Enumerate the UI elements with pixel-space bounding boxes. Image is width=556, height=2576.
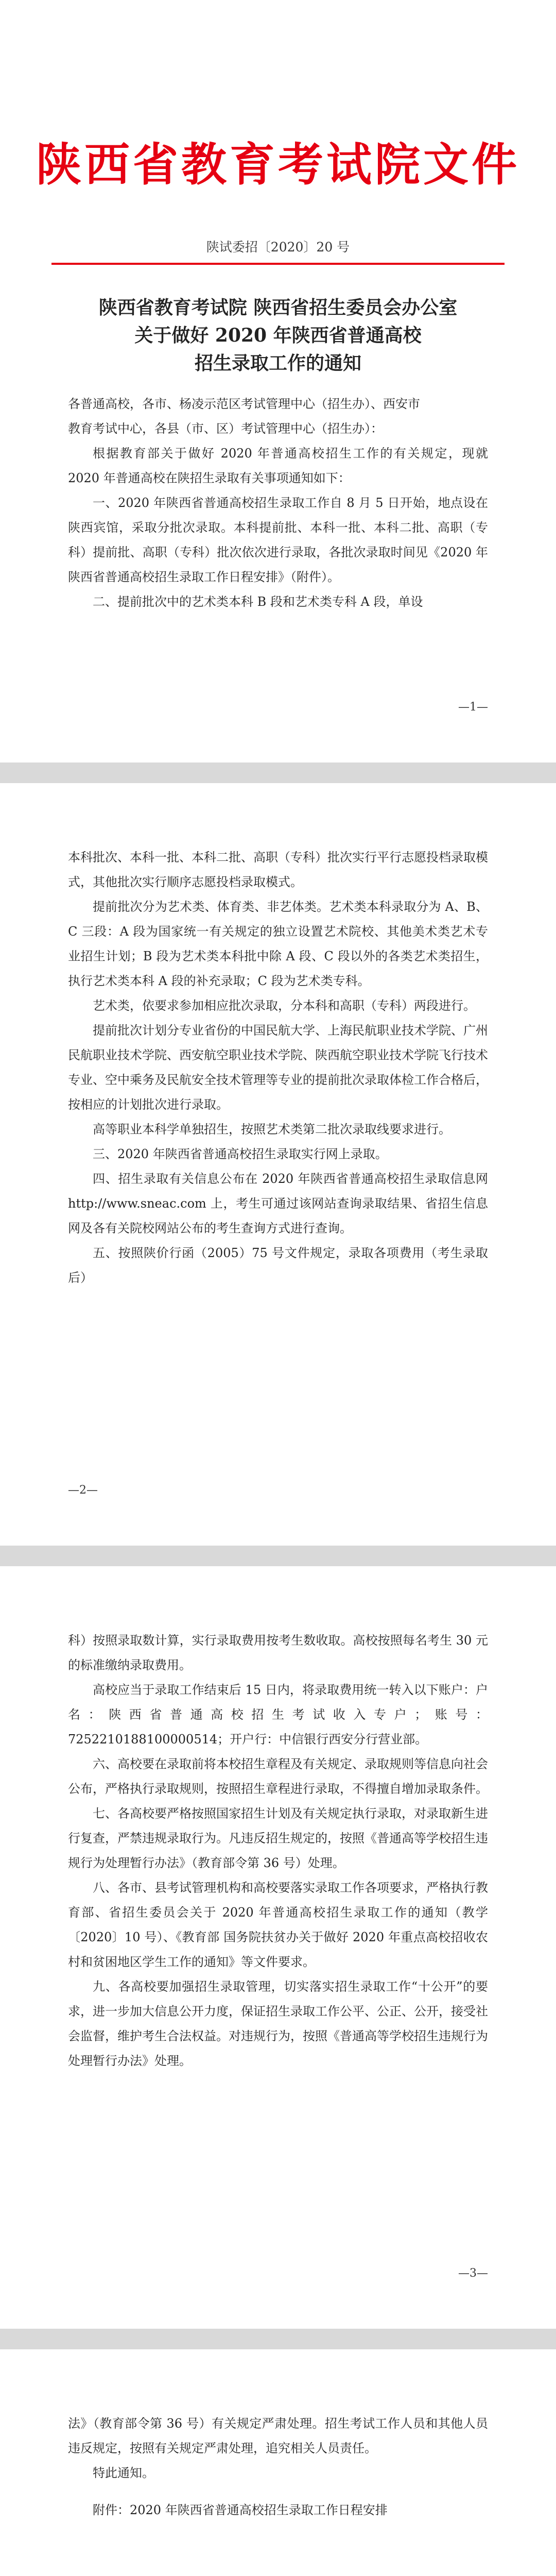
paragraph: 高校应当于录取工作结束后 15 日内，将录取费用统一转入以下账户：户名：陕西省普通高校招生考试收入专户；账号：7252210188100000514；开户行：中信银行西安分行营业部。 bbox=[68, 1683, 488, 1747]
red-divider bbox=[51, 263, 505, 265]
page-4 bbox=[0, 2349, 556, 2576]
paragraph: 本科批次、本科一批、本科二批、高职（专科）批次实行平行志愿投档录取模式，其他批次实行顺序志愿投档录取模式。 bbox=[68, 850, 488, 889]
body-text bbox=[68, 2411, 488, 2522]
body-text bbox=[68, 392, 488, 614]
body-text bbox=[68, 1628, 488, 2073]
paragraph: 法》（教育部令第 36 号）有关规定严肃处理。招生考试工作人员和其他人员违反规定，按照有关规定严肃处理，追究相关人员责任。 bbox=[68, 2416, 488, 2455]
paragraph: 高等职业本科学单独招生，按照艺术类第二批次录取线要求进行。 bbox=[93, 1122, 451, 1137]
page-2 bbox=[0, 783, 556, 1546]
paragraph: 四、招生录取有关信息公布在 2020 年陕西省普通高校招生录取信息网 http://www.sneac.com 上，考生可通过该网站查询录取结果、省招生信息网及各有关院校网站公布的考生查询方式进行查询。 bbox=[68, 1172, 488, 1235]
page-3 bbox=[0, 1566, 556, 2329]
paragraph: 一、2020 年陕西省普通高校招生录取工作自 8 月 5 日开始，地点设在陕西宾馆，采取分批次录取。本科提前批、本科一批、本科二批、高职（专科）提前批、高职（专科）批次依次进行录取，各批次录取时间见《2020 年陕西省普通高校招生录取工作日程安排》（附件）。 bbox=[68, 496, 488, 584]
paragraph: 六、高校要在录取前将本校招生章程及有关规定、录取规则等信息向社会公布，严格执行录取规则，按照招生章程进行录取，不得擅自增加录取条件。 bbox=[68, 1757, 488, 1796]
paragraph: 教育考试中心，各县（市、区）考试管理中心（招生办）： bbox=[68, 421, 383, 436]
notice-title-line: 招生录取工作的通知 bbox=[194, 352, 361, 374]
paragraph: 艺术类，依要求参加相应批次录取，分本科和高职（专科）两段进行。 bbox=[93, 998, 476, 1013]
body-text bbox=[68, 845, 488, 1290]
page-number: —1— bbox=[458, 701, 488, 714]
page-number: —2— bbox=[68, 1484, 98, 1497]
notice-title bbox=[0, 294, 556, 377]
paragraph: 科）按照录取数计算，实行录取费用按考生数收取。高校按照每名考生 30 元的标准缴纳录取费用。 bbox=[68, 1633, 488, 1672]
attachment-note: 附件：2020 年陕西省普通高校招生录取工作日程安排 bbox=[93, 2503, 388, 2517]
notice-title-line: 陕西省教育考试院 陕西省招生委员会办公室 bbox=[98, 297, 458, 318]
paragraph: 五、按照陕价行函（2005）75 号文件规定，录取各项费用（考生录取后） bbox=[68, 1246, 488, 1285]
page-1 bbox=[0, 0, 556, 762]
paragraph: 各普通高校，各市、杨凌示范区考试管理中心（招生办）、西安市 bbox=[68, 397, 420, 411]
paragraph: 八、各市、县考试管理机构和高校要落实录取工作各项要求，严格执行教育部、省招生委员会关于 2020 年普通高校招生录取工作的通知（教学〔2020〕10 号）、《教育部 国务院扶贫办关于做好 2020 年重点高校招收农村和贫困地区学生工作的通知》等文件要求。 bbox=[68, 1880, 488, 1969]
paragraph: 九、各高校要加强招生录取管理，切实落实招生录取工作“十公开”的要求，进一步加大信息公开力度，保证招生录取工作公平、公正、公开，接受社会监督，维护考生合法权益。对违规行为，按照《普通高等学校招生违规行为处理暂行办法》处理。 bbox=[68, 1979, 488, 2068]
doc-header-title: 陕西省教育考试院文件 bbox=[36, 138, 520, 191]
page-number: —3— bbox=[458, 2267, 488, 2280]
notice-title-line: 关于做好 2020 年陕西省普通高校 bbox=[134, 325, 422, 346]
paragraph: 二、提前批次中的艺术类本科 B 段和艺术类专科 A 段，单设 bbox=[93, 595, 423, 609]
paragraph: 提前批次分为艺术类、体育类、非艺体类。艺术类本科录取分为 A、B、C 三段：A 段为国家统一有关规定的独立设置艺术院校、其他美术类艺术专业招生计划；B 段为艺术类本科批中除 A 段、C 段以外的各类艺术类招生，执行艺术类本科 A 段的补充录取；C 段为艺术类专科。 bbox=[68, 900, 488, 988]
paragraph: 根据教育部关于做好 2020 年普通高校招生工作的有关规定，现就 2020 年普通高校在陕招生录取有关事项通知如下： bbox=[68, 446, 488, 485]
doc-number: 陕试委招〔2020〕20 号 bbox=[206, 240, 350, 255]
paragraph: 特此通知。 bbox=[93, 2466, 154, 2480]
paragraph: 七、各高校要严格按照国家招生计划及有关规定执行录取，对录取新生进行复查，严禁违规录取行为。凡违反招生规定的，按照《普通高等学校招生违规行为处理暂行办法》（教育部令第 36 号）处理。 bbox=[68, 1806, 488, 1870]
paragraph: 提前批次计划分专业省份的中国民航大学、上海民航职业技术学院、广州民航职业技术学院、西安航空职业技术学院、陕西航空职业技术学院飞行技术专业、空中乘务及民航安全技术管理等专业的提前批次录取体检工作合格后，按相应的计划批次进行录取。 bbox=[68, 1023, 488, 1112]
paragraph: 三、2020 年陕西省普通高校招生录取实行网上录取。 bbox=[93, 1147, 388, 1161]
